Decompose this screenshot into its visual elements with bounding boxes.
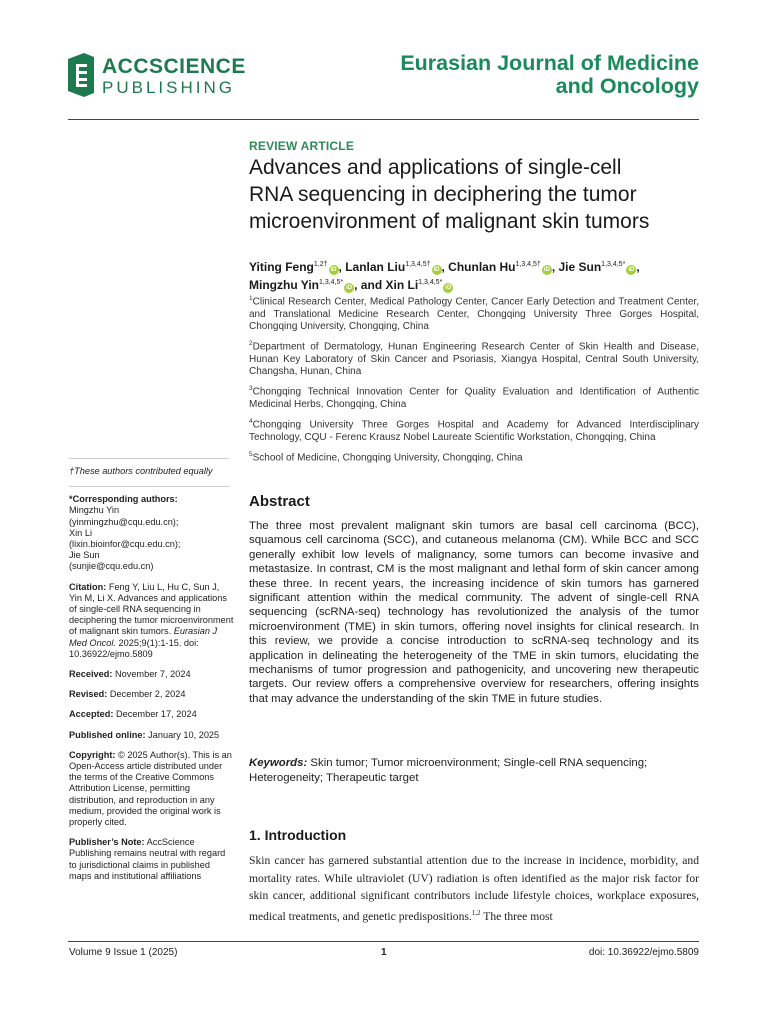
email-link[interactable]: (lixin.bioinfor@cqu.edu.cn); [69, 539, 181, 550]
author-separator: , [441, 260, 449, 274]
footer-issue: Volume 9 Issue 1 (2025) [69, 947, 178, 958]
author-affiliation-marker: 1,3,4,5* [319, 279, 344, 286]
publisher-logo [68, 52, 246, 102]
author-separator: , and [354, 278, 386, 292]
citation-reference[interactable]: 1,2 [471, 908, 481, 917]
article-sidebar [69, 458, 234, 891]
author-name: Xin Li [385, 278, 419, 292]
copyright-notice: Copyright: © 2025 Author(s). This is an Open-Access article distributed under the terms of the Creative Commons Attribution License, permitting distribution, and reproduction in any medium, provided the original work is properly cited. [69, 749, 232, 828]
equal-contribution-note: †These authors contributed equally [69, 466, 213, 476]
author-affiliation-marker: 1,3,4,5* [601, 261, 626, 268]
author-affiliation-marker: 1,3,4,5* [418, 279, 443, 286]
sidebar-divider [69, 458, 229, 459]
author-affiliation-marker: 1,3,4,5† [405, 261, 431, 268]
footer-divider [68, 941, 699, 942]
citation: Citation: Feng Y, Liu L, Hu C, Sun J, Yin M, Li X. Advances and applications of single-cell RNA sequencing in deciphering the tumor microenvironment of malignant skin tumors. Eurasian J Med Oncol. 2025;9(1):1-15. doi: 10.36922/ejmo.5809 [69, 581, 234, 659]
affiliation [249, 293, 699, 333]
author-affiliation-marker: 1,3,4,5† [515, 261, 541, 268]
affiliation-text: Department of Dermatology, Hunan Engineering Research Center of Skin Health and Disease, Hunan Key Laboratory of Skin Cancer and Psoriasis, Xiangya Hospital, Central South University, Changsha, Hunan, China [249, 341, 699, 378]
logo-wordmark-top: ACCSCIENCE [102, 55, 246, 78]
footer-doi[interactable]: doi: 10.36922/ejmo.5809 [588, 947, 699, 958]
accepted-date: Accepted: December 17, 2024 [69, 709, 197, 720]
affiliation-text: Chongqing Technical Innovation Center for Quality Evaluation and Identification of Authentic Medicinal Herbs, Chongqing, China [249, 386, 699, 411]
page-number: 1 [381, 947, 387, 958]
author-separator: , [551, 260, 559, 274]
affiliation [249, 416, 699, 444]
author-name: Mingzhu Yin [249, 278, 319, 292]
orcid-icon[interactable]: iD [346, 285, 353, 291]
author-affiliation-marker: 1,2† [313, 261, 328, 268]
abstract-text: The three most prevalent malignant skin tumors are basal cell carcinoma (BCC), squamous cell carcinoma (SCC), and cutaneous melanoma (CM). While BCC and SCC generally exhibit low levels of malignancy, some tumors can become invasive and metastasize. In contrast, CM is the most malignant and lethal form of skin cancer among these three. In recent years, the increasing incidence of skin tumors has garnered significant attention within the medical community. The advent of single-cell RNA sequencing (scRNA-seq) technology has revolutionized the analysis of the tumor microenvironment (TME) in skin tumors, offering novel insights for clinical research. In this review, we provide a concise introduction to scRNA-seq technology and its application in delineating the heterogeneity of the TME in skin tumors, elucidating the mechanisms of tumor progression and pathogenicity, and uncovering new therapeutic targets. Our review offers a comprehensive overview for researchers, offering insights that may advance the understanding of the skin TME in future studies. [249, 520, 699, 705]
logo-wordmark-bottom: PUBLISHING [102, 78, 235, 97]
author-separator: , [636, 260, 640, 274]
orcid-icon[interactable]: iD [330, 267, 337, 273]
affiliation-text: School of Medicine, Chongqing University, Chongqing, China [252, 452, 523, 464]
revised-date: Revised: December 2, 2024 [69, 689, 186, 700]
author-name: Chunlan Hu [448, 260, 516, 274]
received-date: Received: November 7, 2024 [69, 669, 191, 680]
corresponding-authors: *Corresponding authors: Mingzhu Yin (yinmingzhu@cqu.edu.cn); Xin Li (lixin.bioinfor@cqu.edu.cn); Jie Sun (sunjie@cqu.edu.cn) [69, 494, 234, 572]
orcid-icon[interactable]: iD [543, 267, 550, 273]
publisher-logo-icon [68, 53, 94, 97]
affiliation-number: 4 [249, 418, 253, 426]
affiliation-text: Clinical Research Center, Medical Pathology Center, Cancer Early Detection and Treatment Center, and Translational Medicine Research Center, Chongqing University Three Gorges Hospital, Chongqing University, Chongqing, China [249, 296, 699, 332]
keywords: Keywords: Skin tumor; Tumor microenvironment; Single-cell RNA sequencing; Heterogeneity; Therapeutic target [249, 757, 648, 784]
affiliation-text: Chongqing University Three Gorges Hospital and Academy for Advanced Interdisciplinary Technology, CQU - Ferenc Krausz Nobel Laureate Scientific Workstation, Chongqing, China [249, 419, 699, 443]
author-separator: , [338, 260, 346, 274]
affiliation [249, 449, 699, 465]
introduction-text: Skin cancer has garnered substantial attention due to the increase in incidence, morbidity, and mortality rates. While ultraviolet (UV) radiation is often identified as the major risk factor for skin cancer, additional significant contributors include lifestyle choices, workplace exposures, medical treatments, and genetic predispositions.$^{1,2}$ The three most [249, 854, 699, 923]
author-name: Jie Sun [558, 260, 602, 274]
author-name: Yiting Feng [249, 260, 314, 274]
email-link[interactable]: (yinmingzhu@cqu.edu.cn); [69, 516, 179, 527]
header-divider [68, 119, 699, 120]
affiliation [249, 338, 699, 378]
publisher-note: Publisher’s Note: AccScience Publishing remains neutral with regard to jurisdictional claims in published maps and institutional affiliations [69, 837, 226, 881]
email-link[interactable]: (sunjie@cqu.edu.cn) [69, 561, 154, 572]
affiliation-number: 1 [249, 295, 253, 302]
sidebar-divider [69, 486, 229, 487]
author-name: Lanlan Liu [345, 260, 406, 274]
affiliation-number: 3 [249, 385, 253, 393]
affiliation [249, 383, 699, 411]
orcid-icon[interactable]: iD [628, 267, 635, 273]
affiliation-number: 5 [249, 451, 253, 459]
published-date: Published online: January 10, 2025 [69, 729, 220, 740]
affiliation-number: 2 [249, 340, 253, 348]
affiliation-list [249, 293, 699, 470]
introduction-heading: 1. Introduction [249, 827, 347, 843]
article-type: REVIEW ARTICLE [249, 139, 355, 153]
orcid-icon[interactable]: iD [433, 267, 440, 273]
abstract-heading: Abstract [249, 493, 310, 510]
author-list [249, 257, 709, 293]
journal-title: Eurasian Journal of Medicine and Oncology [400, 51, 699, 98]
article-title: Advances and applications of single-cell RNA sequencing in deciphering the tumor microenvironment of malignant skin tumors [249, 156, 650, 233]
orcid-icon[interactable]: iD [445, 285, 452, 291]
